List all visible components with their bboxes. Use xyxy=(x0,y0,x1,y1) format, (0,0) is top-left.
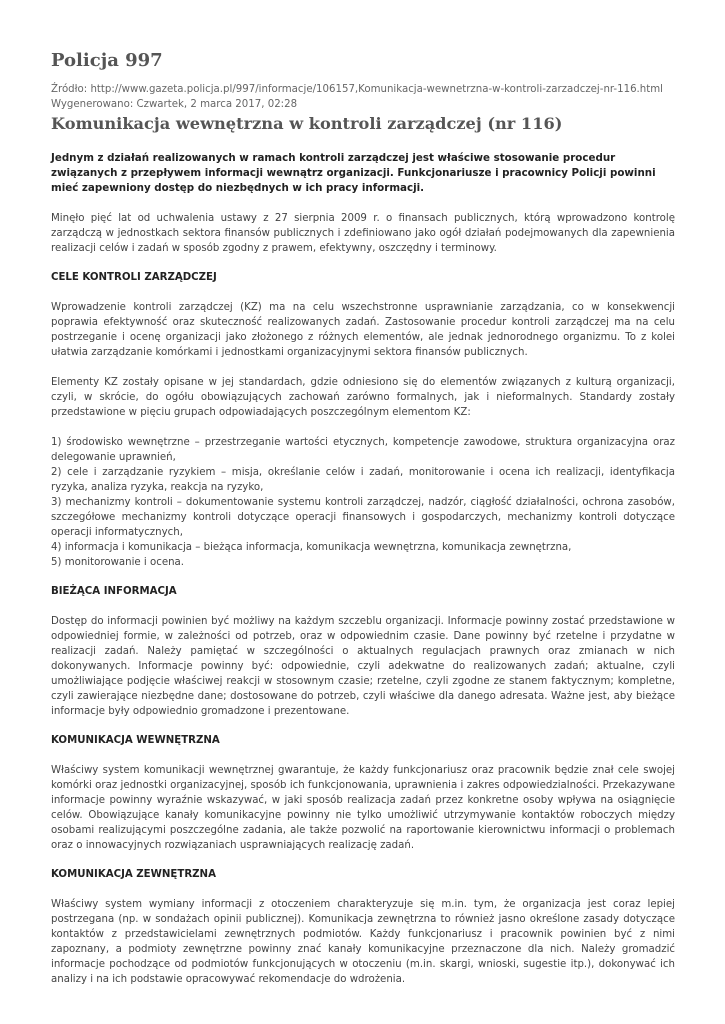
source-url: Źródło: http://www.gazeta.policja.pl/997/informacje/106157,Komunikacja-wewnetrzna-w-kontroli-zarzadczej-nr-116.html xyxy=(51,84,663,95)
list-item: 5) monitorowanie i ocena. xyxy=(51,557,185,568)
zewnetrzna-paragraph: Właściwy system wymiany informacji z otoczeniem charakteryzuje się m.in. tym, że organizacja jest coraz lepiej postrzegana (np. w sondażach opinii publicznej). Komunikacja zewnętrzna to również jasno określone zasady dotyczące kontaktów z przedstawicielami zewnętrznych podmiotów. Każdy funkcjonariusz i pracownik powinien być z nimi zapoznany, a podmioty zewnętrzne powinny znać kanały komunikacyjne przeznaczone dla nich. Należy gromadzić informacje pochodzące od podmiotów funkcjonujących w otoczeniu (m.in. skargi, wnioski, sugestie itp.), dokonywać ich analizy i na ich podstawie opracowywać rekomendacje do wdrożenia. xyxy=(51,899,675,985)
source-meta xyxy=(51,82,675,112)
wewnetrzna-paragraph: Właściwy system komunikacji wewnętrznej gwarantuje, że każdy funkcjonariusz oraz pracownik będzie znał cele swojej komórki oraz jednostki organizacyjnej, sposób ich funkcjonowania, uprawnienia i zakres odpowiedzialności. Przekazywane informacje powinny wyraźnie wskazywać, w jaki sposób realizacja zadań przez konkretne osoby wpływa na osiągnięcie celów. Obowiązujące kanały komunikacyjne powinny nie tylko umożliwić utrzymywanie kontaktów roboczych między osobami realizującymi poszczególne zadania, ale także pozwolić na raportowanie kierownictwu informacji o problemach oraz o innowacyjnych rozwiązaniach usprawniających realizację zadań. xyxy=(51,765,675,851)
article-lead: Jednym z działań realizowanych w ramach kontroli zarządczej jest właściwe stosowanie procedur związanych z przepływem informacji wewnątrz organizacji. Funkcjonariusze i pracownicy Policji powinni mieć zapewniony dostęp do niezbędnych w ich pracy informacji. xyxy=(51,152,656,194)
cele-paragraph-2: Elementy KZ zostały opisane w jej standardach, gdzie odniesiono się do elementów związanych z kulturą organizacji, czyli, w skrócie, do ogółu obowiązujących zachowań zarówno formalnych, jak i nieformalnych. Standardy zostały przedstawione w pięciu grupach odpowiadających poszczególnym elementom KZ: xyxy=(51,377,675,418)
kz-elements-list xyxy=(51,435,675,570)
site-title: Policja 997 xyxy=(51,50,163,71)
biezaca-paragraph: Dostęp do informacji powinien być możliwy na każdym szczeblu organizacji. Informacje powinny zostać przedstawione w odpowiedniej formie, w zależności od potrzeb, oraz w odpowiednim czasie. Dane powinny być rzetelne i przydatne w realizacji zadań. Należy pamiętać w szczególności o aktualnych regulacjach prawnych oraz zmianach w nich dokonywanych. Informacje powinny być: odpowiednie, czyli adekwatne do realizowanych zadań; aktualne, czyli umożliwiające podjęcie właściwej reakcji w stosownym czasie; rzetelne, czyli zgodne ze stanem faktycznym; kompletne, czyli zawierające niezbędne dane; dostosowane do potrzeb, czyli właściwe dla danego adresata. Ważne jest, aby bieżące informacje były odpowiednio gromadzone i prezentowane. xyxy=(51,616,675,717)
section-heading-wewnetrzna: KOMUNIKACJA WEWNĘTRZNA xyxy=(51,735,220,746)
intro-paragraph: Minęło pięć lat od uchwalenia ustawy z 27 sierpnia 2009 r. o finansach publicznych, którą wprowadzono kontrolę zarządczą w jednostkach sektora finansów publicznych i zdefiniowano jako ogół działań podejmowanych dla zapewnienia realizacji celów i zadań w sposób zgodny z prawem, efektywny, oszczędny i terminowy. xyxy=(51,213,675,254)
list-item: 2) cele i zarządzanie ryzykiem – misja, określanie celów i zadań, monitorowanie i ocena ich realizacji, identyfikacja ryzyka, analiza ryzyka, reakcja na ryzyko, xyxy=(51,467,675,493)
list-item: 1) środowisko wewnętrzne – przestrzeganie wartości etycznych, kompetencje zawodowe, struktura organizacyjna oraz delegowanie uprawnień, xyxy=(51,437,675,463)
article-title: Komunikacja wewnętrzna w kontroli zarządczej (nr 116) xyxy=(51,114,563,133)
section-heading-zewnetrzna: KOMUNIKACJA ZEWNĘTRZNA xyxy=(51,869,216,880)
cele-paragraph-1: Wprowadzenie kontroli zarządczej (KZ) ma na celu wszechstronne usprawnianie zarządzania, co w konsekwencji poprawia efektywność oraz skuteczność realizowanych zadań. Zastosowanie procedur kontroli zarządczej ma na celu postrzeganie i ocenę organizacji jako złożonego z różnych elementów, ale jednak jednorodnego organizmu. To z kolei ułatwia zarządzanie komórkami i jednostkami organizacyjnymi sektora finansów publicznych. xyxy=(51,302,675,358)
generated-date: Wygenerowano: Czwartek, 2 marca 2017, 02:28 xyxy=(51,99,298,110)
document-page xyxy=(51,50,675,987)
list-item: 4) informacja i komunikacja – bieżąca informacja, komunikacja wewnętrzna, komunikacja zewnętrzna, xyxy=(51,542,572,553)
section-heading-cele: CELE KONTROLI ZARZĄDCZEJ xyxy=(51,272,217,283)
list-item: 3) mechanizmy kontroli – dokumentowanie systemu kontroli zarządczej, nadzór, ciągłość działalności, ochrona zasobów, szczegółowe mechanizmy kontroli dotyczące operacji finansowych i gospodarczych, mechanizmy kontroli dotyczące operacji informatycznych, xyxy=(51,497,675,538)
section-heading-biezaca: BIEŻĄCA INFORMACJA xyxy=(51,586,177,597)
